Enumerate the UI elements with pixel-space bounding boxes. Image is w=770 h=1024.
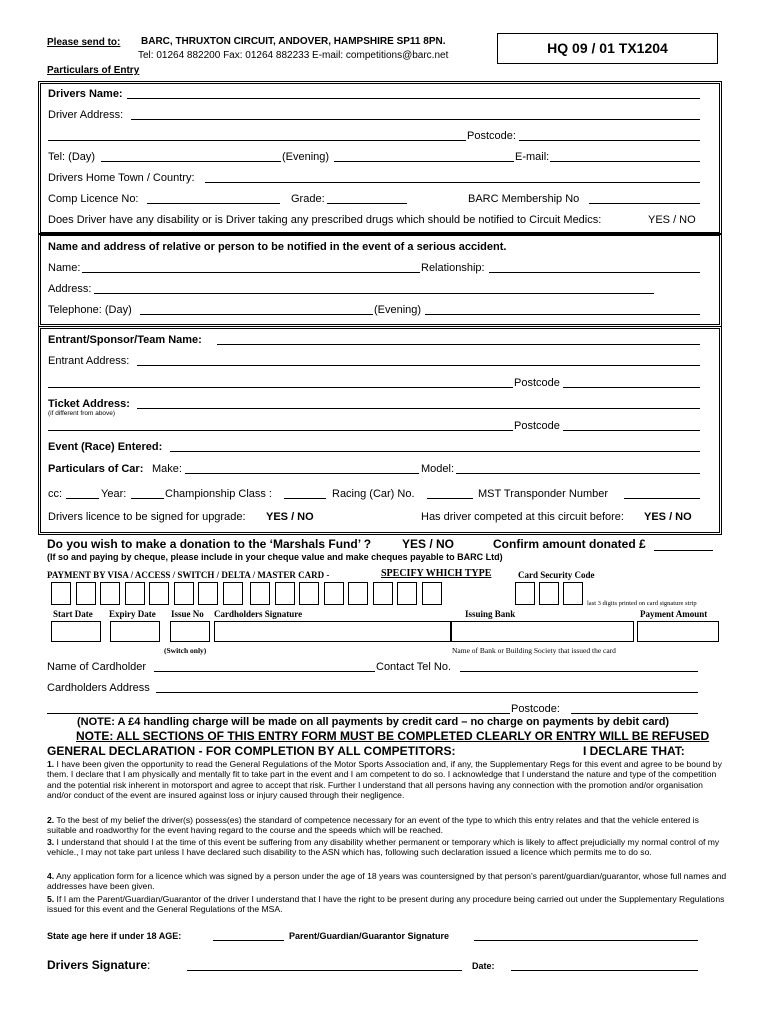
relationship-label: Relationship: — [421, 262, 485, 274]
donation-question: Do you wish to make a donation to the ‘Marshals Fund’ ? — [47, 537, 372, 551]
issuing-bank-field[interactable] — [451, 621, 634, 642]
particulars-heading: Particulars of Entry — [47, 65, 140, 76]
payment-label: PAYMENT BY VISA / ACCESS / SWITCH / DELTA / MASTER CARD - — [47, 570, 330, 580]
start-date-field[interactable] — [51, 621, 101, 642]
complete-note: NOTE: ALL SECTIONS OF THIS ENTRY FORM MUST BE COMPLETED CLEARLY OR ENTRY WILL BE REFUSED — [76, 729, 710, 743]
card-digit-box[interactable] — [125, 582, 145, 605]
entrant-name-field[interactable] — [217, 344, 700, 345]
ticket-address-label: Ticket Address: — [48, 398, 130, 410]
cardholder-signature-label: Cardholders Signature — [214, 609, 303, 619]
racing-no-label: Racing (Car) No. — [332, 488, 415, 500]
contact-tel-field[interactable] — [460, 671, 698, 672]
competed-before-yes-no[interactable]: YES / NO — [644, 511, 692, 523]
driver-postcode-label: Postcode: — [467, 130, 516, 142]
racing-no-field[interactable] — [427, 498, 473, 499]
send-to-label: Please send to: — [47, 37, 121, 48]
card-digit-box[interactable] — [373, 582, 393, 605]
security-code-digit-box[interactable] — [515, 582, 535, 605]
issuing-bank-label: Issuing Bank — [465, 609, 516, 619]
tel-evening-field[interactable] — [334, 161, 514, 162]
card-digit-box[interactable] — [299, 582, 319, 605]
age-field[interactable] — [213, 940, 284, 941]
issue-no-field[interactable] — [170, 621, 210, 642]
relative-name-label: Name: — [48, 262, 81, 274]
declaration-paragraph-3 — [47, 837, 729, 858]
donation-amount-field[interactable] — [654, 550, 713, 551]
home-town-label: Drivers Home Town / Country: — [48, 172, 195, 184]
contact-tel-label: Contact Tel No. — [376, 661, 452, 673]
donation-confirm-label: Confirm amount donated £ — [493, 537, 646, 551]
cardholder-postcode-label: Postcode: — [511, 703, 560, 715]
bank-note: Name of Bank or Building Society that issued the card — [452, 646, 616, 655]
email-label: E-mail: — [515, 151, 550, 163]
declare-that: I DECLARE THAT: — [583, 744, 685, 758]
send-to-address: BARC, THRUXTON CIRCUIT, ANDOVER, HAMPSHIRE SP11 8PN. — [141, 36, 446, 47]
cardholder-address-label: Cardholders Address — [47, 682, 150, 694]
cardholder-signature-field[interactable] — [214, 621, 451, 642]
card-digit-box[interactable] — [76, 582, 96, 605]
relative-heading: Name and address of relative or person to be notified in the event of a serious accident. — [48, 241, 507, 253]
entrant-postcode-field[interactable] — [563, 387, 700, 388]
make-label: Make: — [152, 463, 182, 475]
entrant-address-field[interactable] — [137, 365, 700, 366]
expiry-date-label: Expiry Date — [109, 609, 156, 619]
declaration-number-4: 4. — [47, 871, 55, 881]
date-field[interactable] — [511, 970, 698, 971]
start-date-label: Start Date — [53, 609, 93, 619]
security-code-note: last 3 digits printed on card signature strip — [587, 600, 697, 607]
card-digit-box[interactable] — [51, 582, 71, 605]
declaration-text-2: To the best of my belief the driver(s) possess(es) the standard of competence necessary for an event of the type to which this entry relates and that the vehicle entered is suitable and roadworthy for the event having regard to the course and the speeds which will be reached. — [47, 815, 699, 836]
card-digit-box[interactable] — [250, 582, 270, 605]
date-label: Date: — [472, 961, 495, 971]
event-entered-label: Event (Race) Entered: — [48, 441, 163, 453]
driver-address-field-2[interactable] — [48, 140, 466, 141]
entrant-name-label: Entrant/Sponsor/Team Name: — [48, 334, 202, 346]
declaration-text-3: I understand that should I at the time of this event be suffering from any disability whether permanent or temporary which is likely to affect prejudicially my normal control of my vehicle., I may not take part unless I have declared such disability to the ASN which has, following such declaration issued a licence which permits me to do so. — [47, 837, 720, 858]
disability-question: Does Driver have any disability or is Driver taking any prescribed drugs which should be notified to Circuit Medics: — [48, 214, 602, 226]
ticket-postcode-label: Postcode — [514, 420, 560, 432]
email-field[interactable] — [550, 161, 700, 162]
relative-name-field[interactable] — [82, 272, 420, 273]
donation-yes-no[interactable]: YES / NO — [402, 537, 455, 551]
declaration-heading: GENERAL DECLARATION - FOR COMPLETION BY ALL COMPETITORS: — [47, 744, 456, 758]
comp-licence-field[interactable] — [147, 203, 280, 204]
declaration-number-2: 2. — [47, 815, 55, 825]
security-code-digit-box[interactable] — [539, 582, 559, 605]
declaration-number-5: 5. — [47, 894, 55, 904]
expiry-date-field[interactable] — [110, 621, 160, 642]
payment-amount-label: Payment Amount — [640, 609, 708, 619]
cardholder-name-field[interactable] — [154, 671, 375, 672]
tel-day-field[interactable] — [101, 161, 281, 162]
declaration-paragraph-4 — [47, 871, 729, 892]
declaration-paragraph-1 — [47, 759, 729, 800]
card-digit-box[interactable] — [174, 582, 194, 605]
licence-upgrade-label: Drivers licence to be signed for upgrade: — [48, 511, 246, 523]
tel-day-label: Tel: (Day) — [48, 151, 96, 163]
entrant-postcode-label: Postcode — [514, 377, 560, 389]
relative-telephone-label: Telephone: (Day) — [48, 304, 132, 316]
membership-label: BARC Membership No — [468, 193, 580, 205]
make-field[interactable] — [185, 473, 419, 474]
cardholder-address-field-2[interactable] — [47, 713, 510, 714]
cardholder-postcode-field[interactable] — [571, 713, 698, 714]
declaration-paragraph-2 — [47, 815, 729, 836]
driver-address-field[interactable] — [131, 119, 700, 120]
card-digit-box[interactable] — [348, 582, 368, 605]
tel-evening-label: (Evening) — [282, 151, 330, 163]
card-digit-box[interactable] — [275, 582, 295, 605]
championship-field[interactable] — [284, 498, 326, 499]
card-digit-box[interactable] — [149, 582, 169, 605]
drivers-signature-colon: : — [147, 958, 151, 972]
cc-label: cc: — [48, 488, 63, 500]
ticket-address-field-2[interactable] — [48, 430, 513, 431]
relative-telephone-field[interactable] — [140, 314, 373, 315]
handling-note: (NOTE: A £4 handling charge will be made on all payments by credit card – no charge on payments by debit card) — [77, 716, 670, 728]
card-digit-box[interactable] — [100, 582, 120, 605]
payment-amount-field[interactable] — [637, 621, 719, 642]
drivers-name-field[interactable] — [127, 98, 700, 99]
home-town-field[interactable] — [205, 182, 700, 183]
drivers-signature-label — [47, 958, 150, 972]
car-particulars-label: Particulars of Car: — [48, 463, 144, 475]
guardian-signature-field[interactable] — [474, 940, 698, 941]
comp-licence-label: Comp Licence No: — [48, 193, 139, 205]
driver-section — [38, 81, 722, 235]
cardholder-name-label: Name of Cardholder — [47, 661, 147, 673]
model-field[interactable] — [456, 473, 700, 474]
ticket-address-note: (if different from above) — [48, 410, 116, 417]
membership-field[interactable] — [589, 203, 700, 204]
declaration-text-4: Any application form for a licence which was signed by a person under the age of 18 years was countersigned by that person’s parent/guardian/guarantor, whose full names and addresses have been given. — [47, 871, 727, 892]
switch-only-note: (Switch only) — [164, 646, 207, 655]
issue-no-label: Issue No — [171, 609, 204, 619]
relative-evening-field[interactable] — [425, 314, 700, 315]
grade-field[interactable] — [327, 203, 407, 204]
age-label: State age here if under 18 AGE: — [47, 931, 182, 941]
form-code: HQ 09 / 01 TX1204 — [547, 40, 668, 56]
declaration-paragraph-5 — [47, 894, 729, 915]
grade-label: Grade: — [291, 193, 325, 205]
guardian-signature-label: Parent/Guardian/Guarantor Signature — [289, 931, 450, 941]
event-entered-field[interactable] — [170, 451, 700, 452]
contact-line: Tel: 01264 882200 Fax: 01264 882233 E-mail: competitions@barc.net — [138, 50, 449, 61]
drivers-name-label: Drivers Name: — [48, 88, 123, 100]
declaration-text-1: I have been given the opportunity to read the General Regulations of the Motor Sports Association and, if any, the Supplementary Regs for this event and agree to be bound by them. I declare that I am physically and mentally fit to take part in the event and I am competent to do so. I acknowledge that I understand the nature and type of the competition and the potential risk inherent in motorsport and agree to accept that risk. Further I understand that all persons having any connection with the promotion and/or organisation and/or conduct of the event are insured against loss or injury caused through their negligence. — [47, 759, 722, 800]
card-digit-box[interactable] — [422, 582, 442, 605]
relative-address-field[interactable] — [94, 293, 654, 294]
ticket-address-field[interactable] — [137, 408, 700, 409]
year-field[interactable] — [131, 498, 164, 499]
declaration-number-1: 1. — [47, 759, 55, 769]
form-code-box — [497, 33, 718, 64]
card-digit-box[interactable] — [324, 582, 344, 605]
drivers-signature-text: Drivers Signature — [47, 958, 148, 972]
licence-upgrade-yes-no[interactable]: YES / NO — [266, 511, 314, 523]
cc-field[interactable] — [66, 498, 99, 499]
transponder-field[interactable] — [624, 498, 700, 499]
championship-label: Championship Class : — [165, 488, 272, 500]
specify-type: SPECIFY WHICH TYPE — [381, 568, 492, 579]
relationship-field[interactable] — [489, 272, 700, 273]
relative-address-label: Address: — [48, 283, 92, 295]
security-code-digit-box[interactable] — [563, 582, 583, 605]
card-digit-box[interactable] — [198, 582, 218, 605]
declaration-number-3: 3. — [47, 837, 55, 847]
competed-before-label: Has driver competed at this circuit before: — [421, 511, 624, 523]
relative-evening-label: (Evening) — [374, 304, 422, 316]
security-code-label: Card Security Code — [518, 570, 595, 580]
transponder-label: MST Transponder Number — [478, 488, 609, 500]
entrant-address-label: Entrant Address: — [48, 355, 130, 367]
declaration-text-5: If I am the Parent/Guardian/Guarantor of the driver I understand that I have the right to be present during any procedure being carried out under the Supplementary Regulations issued for this event and the General Regulations of the MSA. — [47, 894, 725, 915]
card-digit-box[interactable] — [223, 582, 243, 605]
cheque-note: (If so and paying by cheque, please include in your cheque value and make cheques payable to BARC Ltd) — [47, 552, 503, 562]
entrant-address-field-2[interactable] — [48, 387, 513, 388]
disability-yes-no[interactable]: YES / NO — [648, 214, 696, 226]
driver-postcode-field[interactable] — [519, 140, 700, 141]
cardholder-address-field[interactable] — [156, 692, 698, 693]
card-digit-box[interactable] — [397, 582, 417, 605]
driver-address-label: Driver Address: — [48, 109, 124, 121]
ticket-postcode-field[interactable] — [563, 430, 700, 431]
model-label: Model: — [421, 463, 455, 475]
drivers-signature-field[interactable] — [187, 970, 462, 971]
year-label: Year: — [101, 488, 127, 500]
